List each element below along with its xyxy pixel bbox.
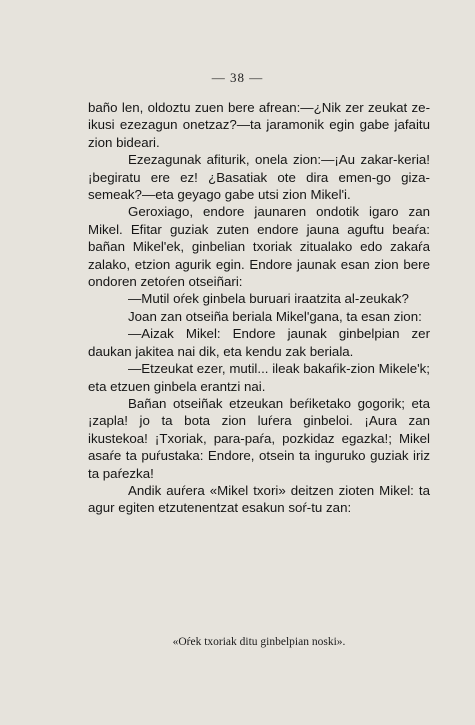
paragraph-6: —Aizak Mikel: Endore jaunak ginbelpian zer daukan jakitea nai dik, eta kendu zak beriala. [88, 326, 430, 359]
paragraph-5: Joan zan otseiña beriala Mikel'gana, ta esan zion: [128, 308, 422, 324]
paragraph-2: Ezezagunak afiturik, onela zion:—¡Au zakar-keria! ¡begiratu ere ez! ¿Basatiak ote dira emen-go giza-semeak?—eta geyago gabe utsi zion Mikel'i. [88, 152, 430, 203]
paragraph-7: —Etzeukat ezer, mutil... ileak bakaŕik-zion Mikele'k; eta etzuen ginbela erantzi nai. [88, 361, 430, 394]
paragraph-4: —Mutil oŕek ginbela buruari iraatzita al-zeukak? [128, 291, 409, 307]
paragraph-1: baño len, oldoztu zuen bere afrean:—¿Nik zer zeukat ze-ikusi ezezagun onetzaz?—ta jaramonik egin gabe jafaitu zion bideari. [88, 100, 430, 150]
paragraph-3: Geroxiago, endore jaunaren ondotik igaro zan Mikel. Efitar guziak zuten endore jauna aguftu beaŕa: bañan Mikel'ek, ginbelian txoriak zitualako edo zakaŕa zalako, etzion agurik egin. Endore jaunak esan zion bere ondoren zetoŕen otseiñari: [88, 204, 430, 290]
paragraph-8: Bañan otseiñak etzeukan beŕiketako gogorik; eta ¡zapla! jo ta bota zion luŕera ginbeloi. ¡Aura zan ikustekoa! ¡Txoriak, para-paŕa, pozkidaz egazka!; Mikel asaŕe ta puŕustaka: Endore, otsein ta inguruko guziak iriz ta paŕezka! [88, 395, 430, 481]
page-number: — 38 — [211, 70, 264, 85]
body-text [88, 99, 430, 517]
paragraph-9: Andik auŕera «Mikel txori» deitzen zioten Mikel: ta agur egiten etzutenentzat esakun soŕ-tu zan: [88, 482, 430, 516]
closing-quote: «Oŕek txoriak ditu ginbelpian noski». [172, 636, 346, 648]
